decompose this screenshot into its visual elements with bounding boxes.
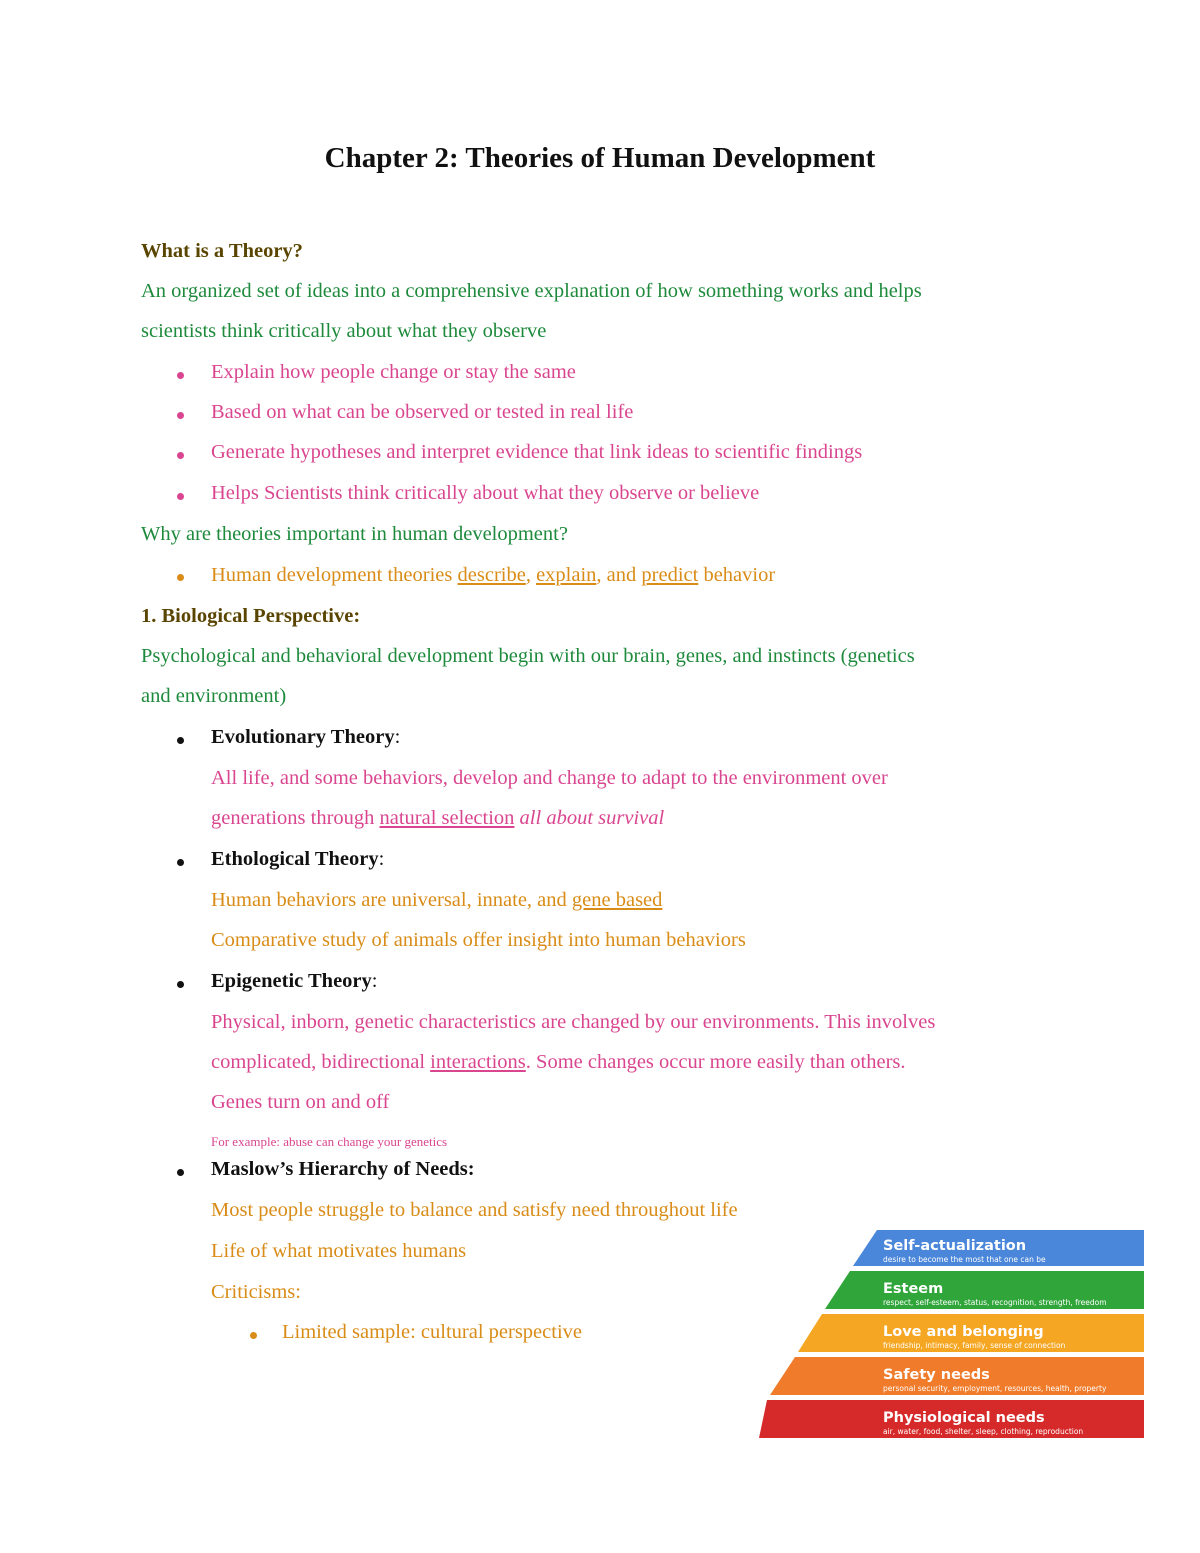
epigenetic-name: Epigenetic Theory: [211, 970, 372, 992]
theory-bullet-3: Generate hypotheses and interpret evidence that link ideas to scientific findings: [211, 441, 863, 463]
maslow-sub-bullet: Limited sample: cultural perspective: [282, 1321, 582, 1343]
why-bullet-comma1: ,: [525, 564, 537, 586]
evolutionary-line2: [211, 804, 664, 832]
bullet-dot: [177, 412, 184, 419]
theory-heading: What is a Theory?: [141, 240, 303, 262]
maslow-criticisms: Criticisms:: [211, 1281, 301, 1303]
pyramid-level-sub: friendship, intimacy, family, sense of connection: [883, 1341, 1066, 1350]
why-bullet-comma2: , and: [596, 564, 642, 586]
why-bullet-suffix: behavior: [698, 564, 776, 586]
ethological-line2: Comparative study of animals offer insight into human behaviors: [211, 929, 746, 951]
gene-based: gene based: [571, 889, 663, 911]
theory-bullet-4: Helps Scientists think critically about what they observe or believe: [211, 482, 760, 504]
maslow-heading: Maslow’s Hierarchy of Needs:: [211, 1158, 475, 1180]
ethological-heading: [211, 845, 384, 873]
theory-bullet-2: Based on what can be observed or tested in real life: [211, 401, 634, 423]
pyramid-level-sub: desire to become the most that one can be: [883, 1255, 1046, 1264]
page-title: Chapter 2: Theories of Human Development: [324, 142, 876, 174]
bio-heading: 1. Biological Perspective:: [141, 605, 361, 627]
pyramid-level-sub: personal security, employment, resources, health, property: [883, 1384, 1107, 1393]
pyramid-level-title: Esteem: [883, 1281, 944, 1297]
epigenetic-line3: Genes turn on and off: [211, 1091, 390, 1113]
pyramid-level-title: Physiological needs: [883, 1410, 1045, 1426]
evolutionary-name: Evolutionary Theory: [211, 726, 395, 748]
evolutionary-line2-prefix: generations through: [211, 807, 380, 829]
pyramid-level-title: Self-actualization: [883, 1238, 1027, 1254]
bio-desc-line2: and environment): [141, 685, 287, 707]
predict-word: predict: [641, 564, 699, 586]
ethological-colon: :: [378, 848, 385, 870]
epigenetic-example: For example: abuse can change your genetics: [211, 1134, 448, 1149]
theory-definition-line1: An organized set of ideas into a comprehensive explanation of how something works and helps: [141, 280, 922, 302]
epigenetic-heading: [211, 967, 377, 995]
epigenetic-line1: Physical, inborn, genetic characteristics are changed by our environments. This involves: [211, 1011, 936, 1033]
bullet-dot: [250, 1332, 257, 1339]
pyramid-level-sub: respect, self-esteem, status, recognition, strength, freedom: [883, 1298, 1107, 1307]
pyramid-level-title: Safety needs: [883, 1367, 990, 1383]
natural-selection: natural selection: [379, 807, 515, 829]
theory-definition-line2: scientists think critically about what they observe: [141, 320, 547, 342]
why-question: Why are theories important in human development?: [141, 523, 568, 545]
all-about-survival: all about survival: [514, 807, 665, 829]
maslow-line2: Life of what motivates humans: [211, 1240, 467, 1262]
epigenetic-line2-prefix: complicated, bidirectional: [211, 1051, 431, 1073]
interactions-word: interactions: [430, 1051, 526, 1073]
evolutionary-line1: All life, and some behaviors, develop and change to adapt to the environment over: [211, 767, 888, 789]
epigenetic-line2-suffix: . Some changes occur more easily than others.: [525, 1051, 906, 1073]
bullet-dot: [177, 574, 184, 581]
bio-desc-line1: Psychological and behavioral development begin with our brain, genes, and instincts (genetics: [141, 645, 915, 667]
maslow-line1: Most people struggle to balance and satisfy need throughout life: [211, 1199, 738, 1221]
bullet-dot: [177, 372, 184, 379]
epigenetic-line2: [211, 1048, 906, 1076]
bullet-dot: [177, 737, 184, 744]
bullet-dot: [177, 981, 184, 988]
pyramid-level-sub: air, water, food, shelter, sleep, clothing, reproduction: [883, 1427, 1084, 1436]
ethological-line1-prefix: Human behaviors are universal, innate, and: [211, 889, 572, 911]
bullet-dot: [177, 1169, 184, 1176]
pyramid-level-title: Love and belonging: [883, 1324, 1044, 1340]
evolutionary-colon: :: [394, 726, 401, 748]
ethological-name: Ethological Theory: [211, 848, 379, 870]
explain-word: explain: [536, 564, 597, 586]
epigenetic-colon: :: [371, 970, 378, 992]
describe-word: describe: [457, 564, 526, 586]
ethological-line1: [211, 886, 662, 914]
why-bullet-prefix: Human development theories: [211, 564, 458, 586]
why-bullet: [211, 561, 775, 589]
bullet-dot: [177, 493, 184, 500]
evolutionary-heading: [211, 723, 400, 751]
bullet-dot: [177, 859, 184, 866]
bullet-dot: [177, 452, 184, 459]
theory-bullet-1: Explain how people change or stay the same: [211, 361, 576, 383]
maslow-pyramid-image: [755, 1228, 1155, 1443]
